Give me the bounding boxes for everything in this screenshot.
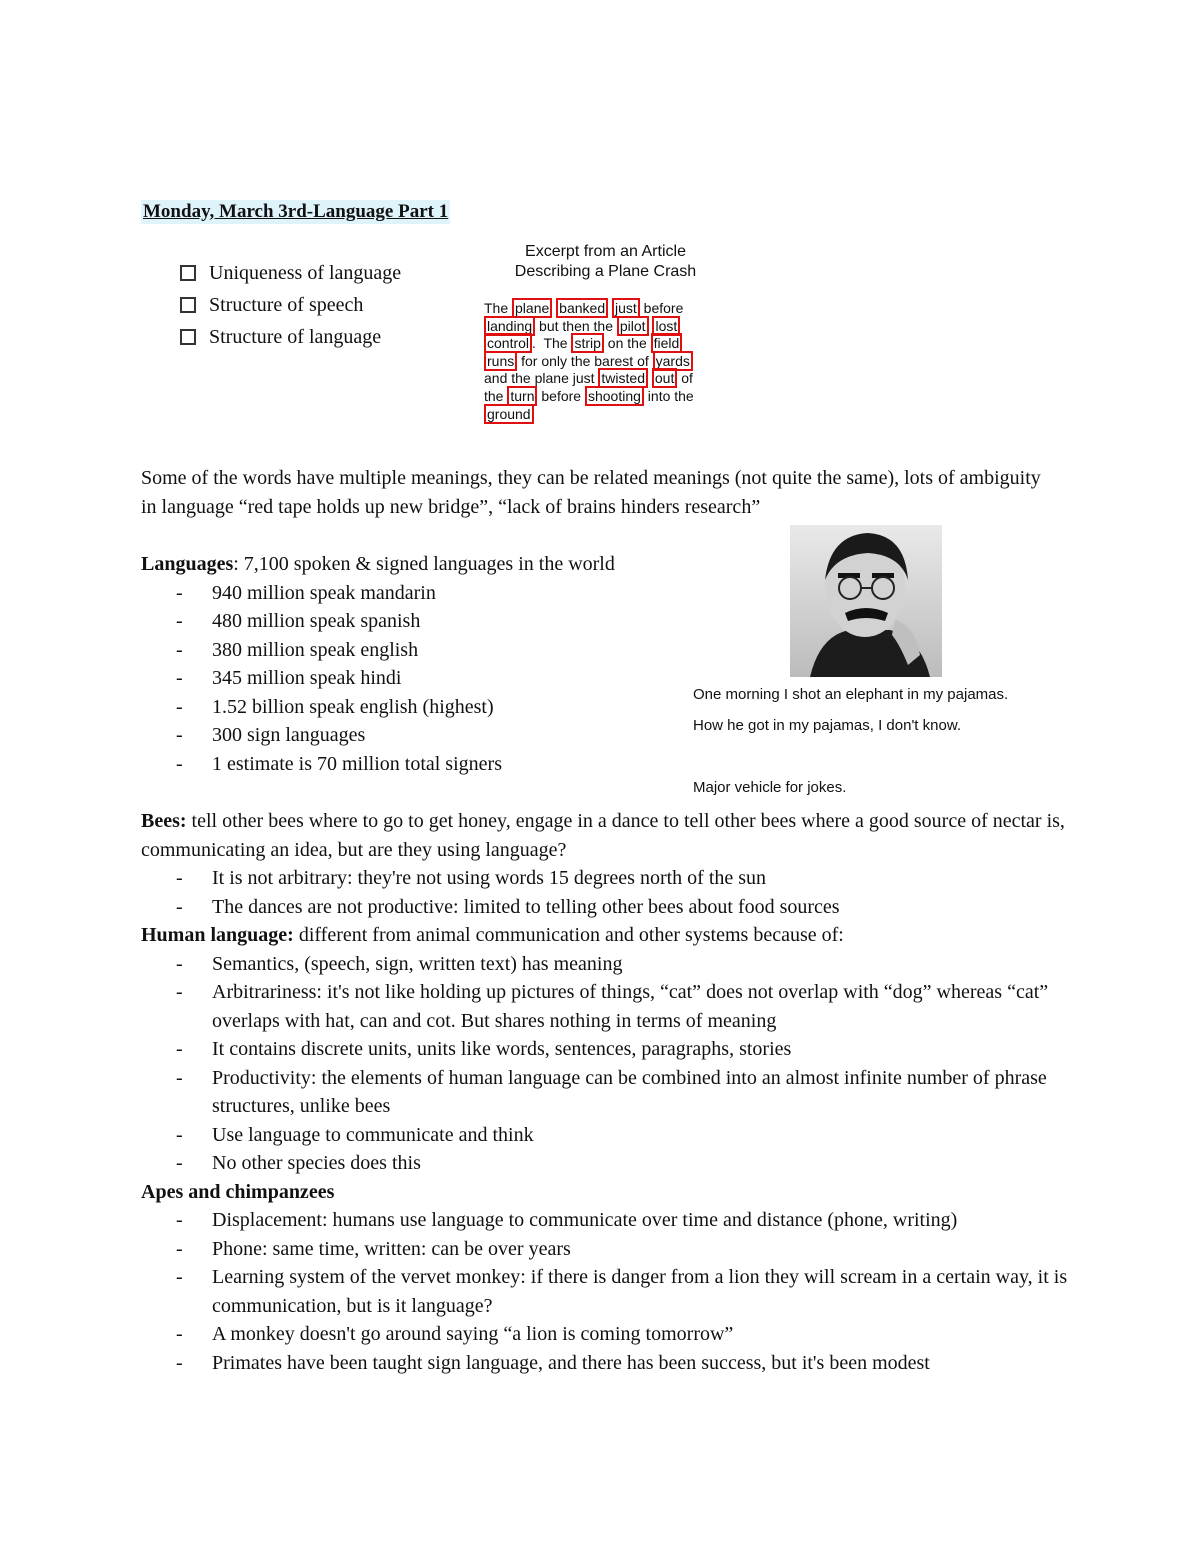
languages-section: Languages: 7,100 spoken & signed languages in the world - 940 million speak mandarin - 480 million speak spanish - 380 million speak english - 345 million speak hindi - 1.52 billion speak english (highest) - 300 sign languages - 1 estimate is 70 million total signers — [141, 550, 781, 778]
list-item: - 1 estimate is 70 million total signers — [141, 750, 781, 779]
languages-label: Languages — [141, 553, 234, 575]
highlighted-word: pilot — [617, 316, 649, 336]
excerpt-text-segment: the — [484, 387, 508, 404]
human-language-list — [141, 950, 1071, 1178]
highlighted-word: twisted — [598, 368, 648, 388]
excerpt-figure — [478, 242, 733, 423]
highlighted-word: field — [651, 333, 683, 353]
excerpt-text-segment: but then the — [535, 317, 617, 334]
excerpt-title: Excerpt from an Article Describing a Plane Crash — [514, 243, 697, 280]
excerpt-text-segment: . The — [532, 335, 572, 352]
list-item: - Arbitrariness: it's not like holding up pictures of things, “cat” does not overlap with “dog” whereas “cat” overlaps with hat, can and cot. But shares nothing in terms of meaning — [141, 978, 1071, 1035]
checklist-item[interactable]: Structure of speech — [180, 289, 401, 321]
list-item: - Learning system of the vervet monkey: if there is danger from a lion they will scream in a certain way, it is communication, but is it language? — [141, 1263, 1071, 1320]
checklist-item[interactable]: Uniqueness of language — [180, 257, 401, 289]
list-item: - 380 million speak english — [141, 636, 781, 665]
list-item: - 940 million speak mandarin — [141, 579, 781, 608]
human-language-label: Human language: — [141, 924, 294, 946]
highlighted-word: ground — [484, 404, 534, 424]
page-title: Monday, March 3rd-Language Part 1 — [143, 201, 449, 222]
checkbox-icon[interactable] — [180, 329, 196, 345]
highlighted-word: lost — [652, 316, 680, 336]
list-item: - The dances are not productive: limited to telling other bees about food sources — [141, 893, 1071, 922]
list-item: - It contains discrete units, units like words, sentences, paragraphs, stories — [141, 1035, 1071, 1064]
excerpt-text-segment: of — [677, 370, 693, 387]
highlighted-word: strip — [571, 333, 603, 353]
highlighted-word: out — [652, 368, 677, 388]
excerpt-text-segment: and the plane just — [484, 370, 599, 387]
excerpt-line — [484, 300, 733, 318]
ambiguity-paragraph: Some of the words have multiple meanings, they can be related meanings (not quite the same), lots of ambiguity in language “red tape holds up new bridge”, “lack of brains hinders research” — [141, 467, 1041, 518]
list-item: - A monkey doesn't go around saying “a lion is coming tomorrow” — [141, 1320, 1071, 1349]
checkbox-icon[interactable] — [180, 297, 196, 313]
list-item: - Primates have been taught sign language, and there has been success, but it's been modest — [141, 1349, 1071, 1378]
caption-line: Major vehicle for jokes. — [693, 779, 847, 796]
checkbox-icon[interactable] — [180, 265, 196, 281]
list-item: - It is not arbitrary: they're not using words 15 degrees north of the sun — [141, 864, 1071, 893]
apes-list — [141, 1206, 1071, 1377]
excerpt-text-segment: The — [484, 300, 509, 316]
highlighted-word: landing — [484, 316, 535, 336]
languages-list — [141, 579, 781, 779]
highlighted-word: banked — [556, 298, 608, 318]
highlighted-word: turn — [507, 386, 537, 406]
excerpt-text-segment: into the — [643, 387, 694, 404]
highlighted-word: plane — [512, 298, 552, 318]
excerpt-text — [484, 300, 733, 423]
list-item: - Use language to communicate and think — [141, 1121, 1071, 1150]
list-item: - 1.52 billion speak english (highest) — [141, 693, 781, 722]
highlighted-word: control — [484, 333, 532, 353]
excerpt-line — [484, 335, 733, 353]
list-item: - 345 million speak hindi — [141, 664, 781, 693]
excerpt-text-segment: on the — [603, 335, 651, 352]
list-item: - Semantics, (speech, sign, written text) has meaning — [141, 950, 1071, 979]
bees-label: Bees: — [141, 810, 187, 832]
apes-label: Apes and chimpanzees — [141, 1180, 335, 1203]
list-item: - Phone: same time, written: can be over years — [141, 1235, 1071, 1264]
excerpt-text-segment: for only the barest of — [517, 352, 653, 369]
bees-section: Bees: tell other bees where to go to get honey, engage in a dance to tell other bees where a good source of nectar is, communicating an idea, but are they using language? - It is not arbitrary: they're not using words 15 degrees north of the sun - The dances are not productive: limited to telling other bees about food sources Human language: different from animal communication and other systems because of: - Semantics, (speech, sign, written text) has meaning - Arbitrariness: it's not like holding up pictures of things, “cat” does not overlap with “dog” whereas “cat” overlaps with hat, can and cot. But shares nothing in terms of meaning - It contains discrete units, units like words, sentences, paragraphs, stories - Productivity: the elements of human language can be combined into an almost infinite number of phrase structures, unlike bees - Use language to communicate and think - No other species does this Apes and chimpanzees - Displacement: humans use language to communicate over time and distance (phone, writing) - Phone: same time, written: can be over years - Learning system of the vervet monkey: if there is danger from a lion they will scream in a certain way, it is communication, but is it language? - A monkey doesn't go around saying “a lion is coming tomorrow” - Primates have been taught sign language, and there has been success, but it's been modest — [141, 807, 1071, 1377]
list-item: - No other species does this — [141, 1149, 1071, 1178]
list-item: - Productivity: the elements of human language can be combined into an almost infinite number of phrase structures, unlike bees — [141, 1064, 1071, 1121]
caption-line: How he got in my pajamas, I don't know. — [693, 717, 962, 734]
topic-checklist — [180, 257, 401, 353]
excerpt-line — [484, 388, 733, 406]
list-item: - 300 sign languages — [141, 721, 781, 750]
list-item: - Displacement: humans use language to communicate over time and distance (phone, writing) — [141, 1206, 1071, 1235]
caption-line: One morning I shot an elephant in my pajamas. — [693, 686, 1009, 703]
highlighted-word: yards — [653, 351, 693, 371]
list-item: - 480 million speak spanish — [141, 607, 781, 636]
highlighted-word: shooting — [585, 386, 644, 406]
highlighted-word: runs — [484, 351, 517, 371]
excerpt-line — [484, 406, 733, 424]
bees-list — [141, 864, 1071, 921]
groucho-photo — [790, 525, 942, 677]
highlighted-word: just — [612, 298, 640, 318]
excerpt-text-segment: before — [639, 300, 684, 316]
checklist-item[interactable]: Structure of language — [180, 321, 401, 353]
excerpt-text-segment: before — [537, 387, 585, 404]
